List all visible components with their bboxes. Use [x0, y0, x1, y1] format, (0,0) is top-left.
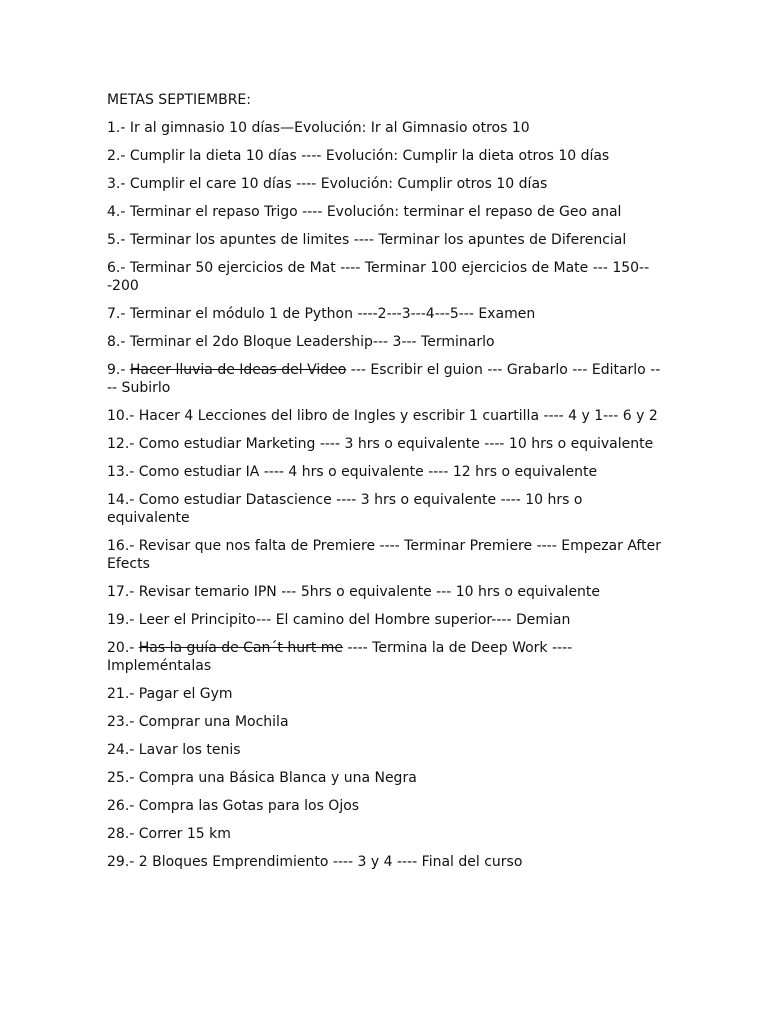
goal-item-28: 28.- Correr 15 km — [107, 826, 231, 842]
goal-item-3: 3.- Cumplir el care 10 días ---- Evolución: Cumplir otros 10 días — [107, 176, 548, 192]
goal-item-21: 21.- Pagar el Gym — [107, 686, 233, 702]
goal-item-10: 10.- Hacer 4 Lecciones del libro de Ingles y escribir 1 cuartilla ---- 4 y 1--- 6 y 2 — [107, 408, 658, 424]
document-title: METAS SEPTIEMBRE: — [107, 92, 251, 108]
goal-item-6: 6.- Terminar 50 ejercicios de Mat ---- Terminar 100 ejercicios de Mate --- 150---200 — [107, 260, 650, 294]
goal-item-9-rest: --- Escribir el guion --- Grabarlo --- Editarlo ---- Subirlo — [107, 362, 661, 396]
goal-item-20 — [107, 639, 663, 675]
goal-item-14: 14.- Como estudiar Datascience ---- 3 hrs o equivalente ---- 10 hrs o equivalente — [107, 492, 583, 526]
goal-item-8: 8.- Terminar el 2do Bloque Leadership--- 3--- Terminarlo — [107, 334, 495, 350]
goal-item-7: 7.- Terminar el módulo 1 de Python ----2---3---4---5--- Examen — [107, 306, 536, 322]
goal-item-25: 25.- Compra una Básica Blanca y una Negra — [107, 770, 417, 786]
goal-item-1: 1.- Ir al gimnasio 10 días—Evolución: Ir al Gimnasio otros 10 — [107, 120, 530, 136]
goal-item-16: 16.- Revisar que nos falta de Premiere ---- Terminar Premiere ---- Empezar After Efects — [107, 538, 661, 572]
goal-item-23: 23.- Comprar una Mochila — [107, 714, 289, 730]
goal-item-5: 5.- Terminar los apuntes de limites ---- Terminar los apuntes de Diferencial — [107, 232, 627, 248]
goal-item-17: 17.- Revisar temario IPN --- 5hrs o equivalente --- 10 hrs o equivalente — [107, 584, 601, 600]
goal-item-4: 4.- Terminar el repaso Trigo ---- Evolución: terminar el repaso de Geo anal — [107, 204, 622, 220]
goal-item-9-struck-text: Hacer lluvia de Ideas del Video — [129, 362, 347, 378]
goal-item-24: 24.- Lavar los tenis — [107, 742, 241, 758]
goal-item-19: 19.- Leer el Principito--- El camino del Hombre superior---- Demian — [107, 612, 571, 628]
goal-item-2: 2.- Cumplir la dieta 10 días ---- Evolución: Cumplir la dieta otros 10 días — [107, 148, 610, 164]
goal-item-12: 12.- Como estudiar Marketing ---- 3 hrs o equivalente ---- 10 hrs o equivalente — [107, 436, 654, 452]
goal-item-9 — [107, 361, 663, 397]
goal-item-20-rest: ---- Termina la de Deep Work ---- Impleméntalas — [107, 640, 573, 674]
goal-item-20-prefix: 20.- — [107, 640, 139, 656]
goal-item-20-struck-text: Has la guía de Can´t hurt me — [138, 640, 344, 656]
goal-item-9-prefix: 9.- — [107, 362, 130, 378]
goal-item-13: 13.- Como estudiar IA ---- 4 hrs o equivalente ---- 12 hrs o equivalente — [107, 464, 598, 480]
goal-item-26: 26.- Compra las Gotas para los Ojos — [107, 798, 360, 814]
goal-item-29: 29.- 2 Bloques Emprendimiento ---- 3 y 4 ---- Final del curso — [107, 854, 523, 870]
document-page — [107, 91, 663, 881]
